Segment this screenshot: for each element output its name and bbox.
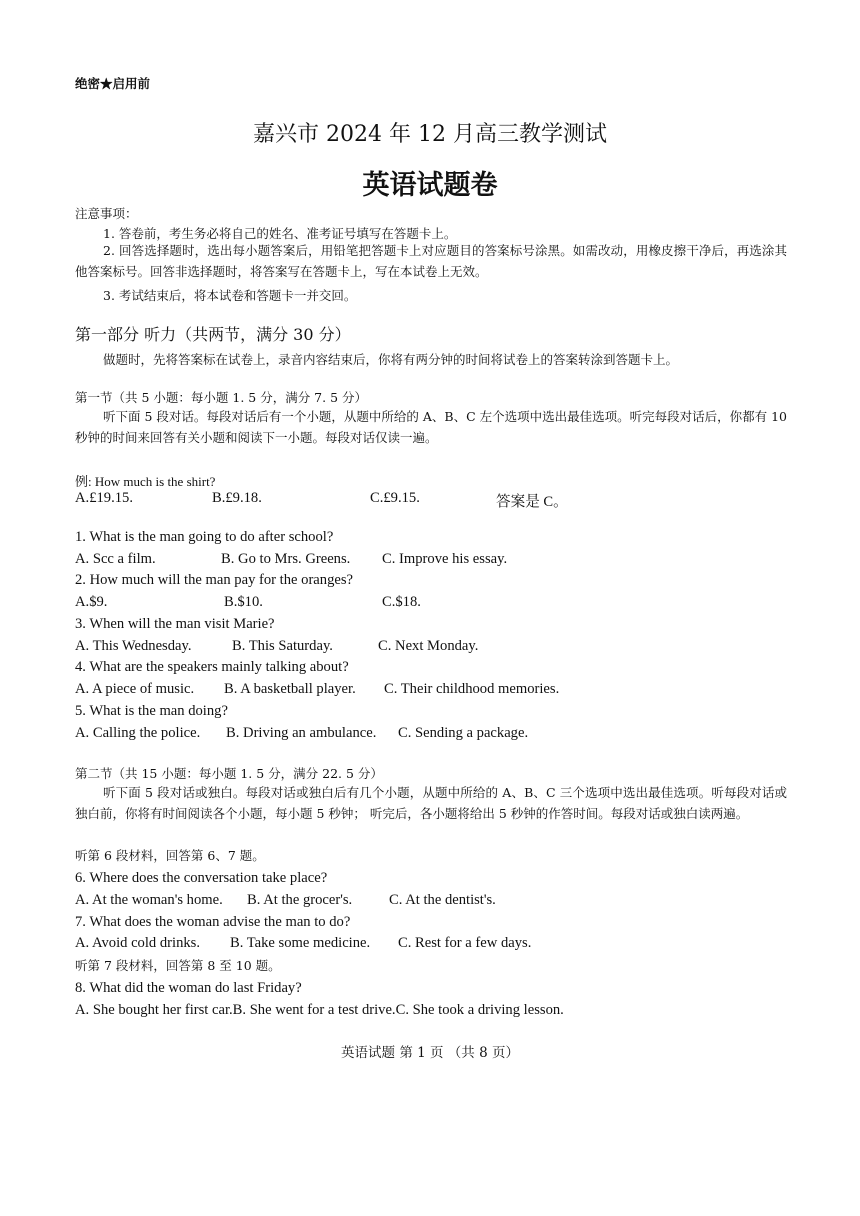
example-option: C.£9.15. <box>370 490 420 506</box>
question-option: A. Calling the police. <box>75 725 201 741</box>
question-text: 4. What are the speakers mainly talking about? <box>75 659 349 675</box>
exam-subtitle: 英语试题卷 <box>362 170 498 201</box>
part-one-instruction: 做题时，先将答案标在试卷上，录音内容结束后，你将有两分钟的时间将试卷上的答案转涂到答题卡上。 <box>103 352 679 367</box>
example-option: A.£19.15. <box>75 490 133 506</box>
question-text: 8. What did the woman do last Friday? <box>75 980 302 996</box>
section-one-instruction: 听下面 5 段对话。每段对话后有一个小题，从题中所给的 A、B、C 左个选项中选出最佳选项。听完每段对话后，你都有 10 秒钟的时间来回答有关小题和阅读下一小题。每段对话仅读一遍。 <box>75 409 788 445</box>
question-option: C. Improve his essay. <box>382 551 508 567</box>
example-answer: 答案是 C。 <box>496 494 568 510</box>
question-option: A. This Wednesday. <box>75 638 192 654</box>
example-option: B.£9.18. <box>212 490 262 506</box>
question-option: B. Driving an ambulance. <box>226 725 377 741</box>
question-option: B. A basketball player. <box>224 681 356 697</box>
exam-title: 嘉兴市 2024 年 12 月高三教学测试 <box>253 122 607 147</box>
question-text: 7. What does the woman advise the man to do? <box>75 914 351 930</box>
question-option: A. Scc a film. <box>75 551 156 567</box>
question-option: C. Rest for a few days. <box>398 935 532 951</box>
question-option: A. Avoid cold drinks. <box>75 935 200 951</box>
section-two-heading: 第二节（共 15 小题：每小题 1. 5 分，满分 22. 5 分） <box>75 766 383 781</box>
question-text: 6. Where does the conversation take place? <box>75 870 328 886</box>
question-option: C. At the dentist's. <box>389 892 496 908</box>
question-option: B.$10. <box>224 594 263 610</box>
notice-heading: 注意事项： <box>75 206 138 221</box>
question-option: C.$18. <box>382 594 421 610</box>
question-option: B. This Saturday. <box>232 638 333 654</box>
question-option: B. Go to Mrs. Greens. <box>221 551 351 567</box>
material-note: 听第 7 段材料，回答第 8 至 10 题。 <box>75 958 281 973</box>
question-option: C. Their childhood memories. <box>384 681 560 697</box>
page-footer: 英语试题 第 1 页 （共 8 页） <box>341 1045 519 1061</box>
question-option: C. Next Monday. <box>378 638 479 654</box>
question-text: 5. What is the man doing? <box>75 703 228 719</box>
question-option: B. Take some medicine. <box>230 935 371 951</box>
confidential-mark: 绝密★启用前 <box>75 76 151 91</box>
question-option: A. At the woman's home. <box>75 892 223 908</box>
notice-item: 2. 回答选择题时，选出每小题答案后，用铅笔把答题卡上对应题目的答案标号涂黑。如需改动，用橡皮擦干净后，再选涂其他答案标号。回答非选择题时，将答案写在答题卡上，写在本试卷上无效。 <box>75 243 787 279</box>
question-option: A. A piece of music. <box>75 681 195 697</box>
notice-item: 1. 答卷前，考生务必将自己的姓名、准考证号填写在答题卡上。 <box>103 226 457 241</box>
material-note: 听第 6 段材料，回答第 6、7 题。 <box>75 848 265 863</box>
question-option: B. At the grocer's. <box>247 892 353 908</box>
example-question: 例: How much is the shirt? <box>75 474 216 489</box>
notice-item: 3. 考试结束后，将本试卷和答题卡一并交回。 <box>103 288 357 303</box>
question-option: A.$9. <box>75 594 108 610</box>
question-option-line: A. She bought her first car.B. She went for a test drive.C. She took a driving lesson. <box>75 1002 564 1018</box>
question-text: 1. What is the man going to do after school? <box>75 529 334 545</box>
question-option: C. Sending a package. <box>398 725 529 741</box>
part-one-heading: 第一部分 听力（共两节，满分 30 分） <box>75 325 351 344</box>
question-text: 3. When will the man visit Marie? <box>75 616 275 632</box>
section-one-heading: 第一节（共 5 小题：每小题 1. 5 分，满分 7. 5 分） <box>75 390 367 405</box>
section-two-instruction: 听下面 5 段对话或独白。每段对话或独白后有几个小题，从题中所给的 A、B、C 三个选项中选出最佳选项。听每段对话或独白前，你将有时间阅读各个小题，每小题 5 秒钟； 听完后，各小题将给出 5 秒钟的作答时间。每段对话或独白读两遍。 <box>75 785 787 821</box>
question-text: 2. How much will the man pay for the oranges? <box>75 572 354 588</box>
